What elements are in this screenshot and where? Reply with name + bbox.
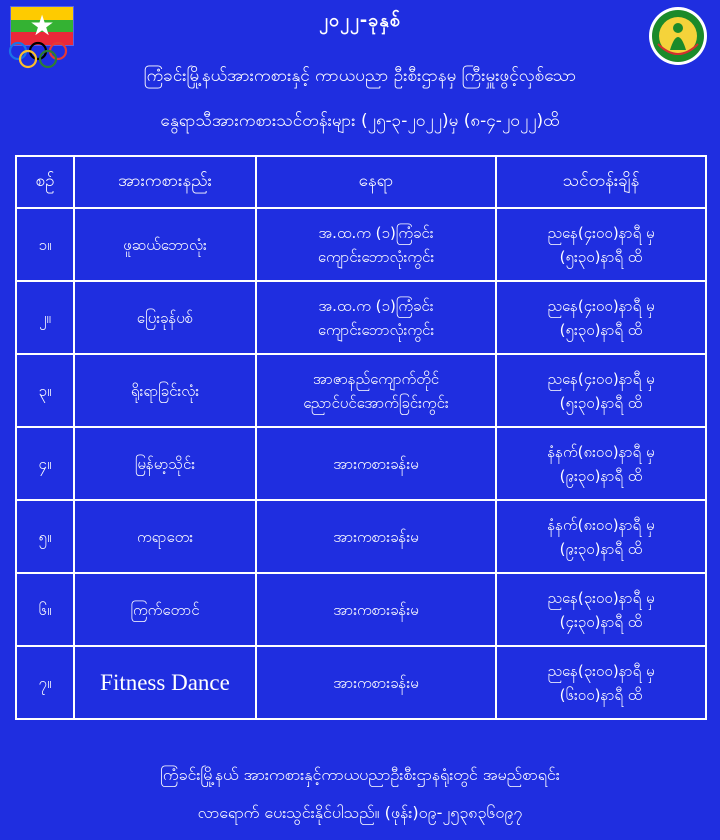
table-row <box>16 208 706 281</box>
venue-line: အ.ထ.က (၁)ကြံခင်း <box>318 296 434 315</box>
row-venue <box>256 281 496 354</box>
row-time <box>496 427 706 500</box>
time-line: (၄း၃၀)နာရီ ထိ <box>559 612 643 631</box>
time-line: ညနေ(၃း၀၀)နာရီ မှ <box>547 661 655 680</box>
table-row <box>16 500 706 573</box>
table-row <box>16 573 706 646</box>
time-line: (၅း၃၀)နာရီ ထိ <box>559 247 643 266</box>
row-number: ၁။ <box>16 208 74 281</box>
time-line: ညနေ(၄း၀၀)နာရီ မှ <box>547 369 655 388</box>
row-time <box>496 354 706 427</box>
row-venue <box>256 354 496 427</box>
row-sport: ပြေးခုန်ပစ် <box>74 281 256 354</box>
table-row <box>16 427 706 500</box>
header-title-line-1: ကြံခင်းမြို့နယ်အားကစားနှင့် ကာယပညာ ဦးစီးဌာနမှ ကြီးမှူးဖွင့်လှစ်သော <box>143 66 577 86</box>
row-number: ၂။ <box>16 281 74 354</box>
row-time <box>496 281 706 354</box>
header-year: ၂၀၂၂-ခုနှစ် <box>319 10 401 31</box>
venue-line: အားကစားခန်းမ <box>333 600 419 619</box>
schedule-table <box>15 155 707 720</box>
row-sport: ကရာတေး <box>74 500 256 573</box>
venue-line: အားကစားခန်းမ <box>333 454 419 473</box>
row-venue <box>256 500 496 573</box>
venue-line: ညောင်ပင်အောက်ခြင်းကွင်း <box>303 393 449 412</box>
row-number: ၆။ <box>16 573 74 646</box>
venue-line: ကျောင်းဘောလုံးကွင်း <box>317 320 435 339</box>
sports-department-emblem-icon <box>648 6 708 66</box>
venue-line: အာဇာနည်ကျောက်တိုင် <box>312 369 440 388</box>
row-number: ၃။ <box>16 354 74 427</box>
row-sport: ကြက်တောင် <box>74 573 256 646</box>
venue-line: အားကစားခန်းမ <box>333 527 419 546</box>
time-line: ညနေ(၃း၀၀)နာရီ မှ <box>547 588 655 607</box>
venue-line: ကျောင်းဘောလုံးကွင်း <box>317 247 435 266</box>
time-line: ညနေ(၄း၀၀)နာရီ မှ <box>547 296 655 315</box>
row-time <box>496 646 706 719</box>
footer-notice <box>0 756 720 832</box>
footer-line-2: လာရောက် ပေးသွင်းနိုင်ပါသည်။ (ဖုန်း)၀၉-၂၅၃၈၃၆၀၉၇ <box>197 803 523 822</box>
time-line: ညနေ(၄း၀၀)နာရီ မှ <box>547 223 655 242</box>
row-venue <box>256 646 496 719</box>
time-line: နံနက်(၈း၀၀)နာရီ မှ <box>547 515 655 534</box>
row-time <box>496 500 706 573</box>
row-time <box>496 208 706 281</box>
time-line: (၉း၃၀)နာရီ ထိ <box>559 539 643 558</box>
column-header-sport: အားကစားနည်း <box>74 156 256 208</box>
column-header-number: စဉ် <box>16 156 74 208</box>
table-header-row <box>16 156 706 208</box>
footer-line-1: ကြံခင်းမြို့နယ် အားကစားနှင့်ကာယပညာဦးစီးဌာနရုံးတွင် အမည်စာရင်း <box>160 765 560 784</box>
flag-star-icon: ★ <box>29 9 55 42</box>
column-header-time: သင်တန်းချိန် <box>496 156 706 208</box>
row-venue <box>256 427 496 500</box>
row-sport: ရိုးရာခြင်းလုံး <box>74 354 256 427</box>
table-row <box>16 281 706 354</box>
time-line: (၉း၃၀)နာရီ ထိ <box>559 466 643 485</box>
row-venue <box>256 208 496 281</box>
row-number: ၇။ <box>16 646 74 719</box>
table-row <box>16 354 706 427</box>
header-title-line-2: နွေရာသီအားကစားသင်တန်းများ (၂၅-၃-၂၀၂၂)မှ (၈-၄-၂၀၂၂)ထိ <box>160 111 560 131</box>
row-number: ၄။ <box>16 427 74 500</box>
row-sport: မြန်မာ့သိုင်း <box>74 427 256 500</box>
time-line: (၅း၃၀)နာရီ ထိ <box>559 320 643 339</box>
row-venue <box>256 573 496 646</box>
venue-line: အားကစားခန်းမ <box>333 673 419 692</box>
time-line: နံနက်(၈း၀၀)နာရီ မှ <box>547 442 655 461</box>
header <box>80 8 640 34</box>
time-line: (၆း၀၀)နာရီ ထိ <box>559 685 643 704</box>
table-row <box>16 646 706 719</box>
time-line: (၅း၃၀)နာရီ ထိ <box>559 393 643 412</box>
venue-line: အ.ထ.က (၁)ကြံခင်း <box>318 223 434 242</box>
row-sport: Fitness Dance <box>74 646 256 719</box>
column-header-venue: နေရာ <box>256 156 496 208</box>
row-number: ၅။ <box>16 500 74 573</box>
row-time <box>496 573 706 646</box>
row-sport: ဖူဆယ်ဘောလုံး <box>74 208 256 281</box>
